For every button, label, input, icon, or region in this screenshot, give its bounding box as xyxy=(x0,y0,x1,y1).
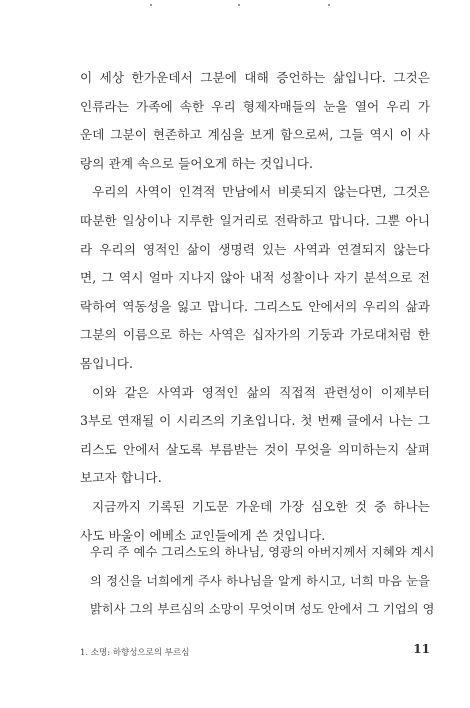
paragraph-line: 우리의 사역이 인격적 만남에서 비롯되지 않는다면, 그것은 xyxy=(92,184,430,200)
paragraph-line: 3부로 연재될 이 시리즈의 기초입니다. 첫 번째 글에서 나는 그 xyxy=(80,413,430,429)
paragraph-line: 락하여 역동성을 잃고 맙니다. 그리스도 안에서의 우리의 삶과 xyxy=(80,298,430,314)
paragraph-line: 랑의 관계 속으로 들어오게 하는 것입니다. xyxy=(80,155,314,171)
paragraph-line: 면, 그 역시 얼마 지나지 않아 내적 성찰이나 자기 분석으로 전 xyxy=(80,270,430,286)
paragraph-line: 리스도 안에서 살도록 부름받는 것이 무엇을 의미하는지 살펴 xyxy=(80,441,430,457)
quote-line: 우리 주 예수 그리스도의 하나님, 영광의 아버지께서 지혜와 계시 xyxy=(90,545,435,559)
scripture-quote xyxy=(90,538,435,624)
paragraph-line: 지금까지 기록된 기도문 가운데 가장 심오한 것 중 하나는 xyxy=(92,498,430,514)
crop-mark xyxy=(150,4,152,6)
crop-mark xyxy=(328,4,330,6)
paragraph-line: 보고자 합니다. xyxy=(80,470,162,486)
paragraph-line: 이와 같은 사역과 영적인 삶의 직접적 관련성이 이제부터 xyxy=(92,384,430,400)
quote-line: 밝히사 그의 부르심의 소망이 무엇이며 성도 안에서 그 기업의 영 xyxy=(90,602,435,617)
body-text xyxy=(80,64,430,550)
paragraph-line: 따분한 일상이나 지루한 일거리로 전락하고 맙니다. 그뿐 아니 xyxy=(80,212,430,228)
page-number: 11 xyxy=(413,642,430,656)
paragraph-line: 이 세상 한가운데서 그분에 대해 증언하는 삶입니다. 그것은 xyxy=(80,70,430,85)
paragraph-line: 라 우리의 영적인 삶이 생명력 있는 사역과 연결되지 않는다 xyxy=(80,241,430,257)
quote-line: 의 정신을 너희에게 주사 하나님을 알게 하시고, 너희 마음 눈을 xyxy=(90,573,430,588)
paragraph-line: 운데 그분이 현존하고 계심을 보게 함으로써, 그들 역시 이 사 xyxy=(80,127,430,143)
paragraph-line: 몸입니다. xyxy=(80,355,134,371)
paragraph-line: 사도 바울이 에베소 교인들에게 쓴 것입니다. xyxy=(80,527,326,543)
running-title: 1. 소명: 하향성으로의 부르심 xyxy=(80,648,190,658)
crop-mark xyxy=(238,4,240,6)
paragraph-line: 그분의 이름으로 하는 사역은 십자가의 기둥과 가로대처럼 한 xyxy=(80,327,430,343)
paragraph-line: 인류라는 가족에 속한 우리 형제자매들의 눈을 열어 우리 가 xyxy=(80,98,430,114)
